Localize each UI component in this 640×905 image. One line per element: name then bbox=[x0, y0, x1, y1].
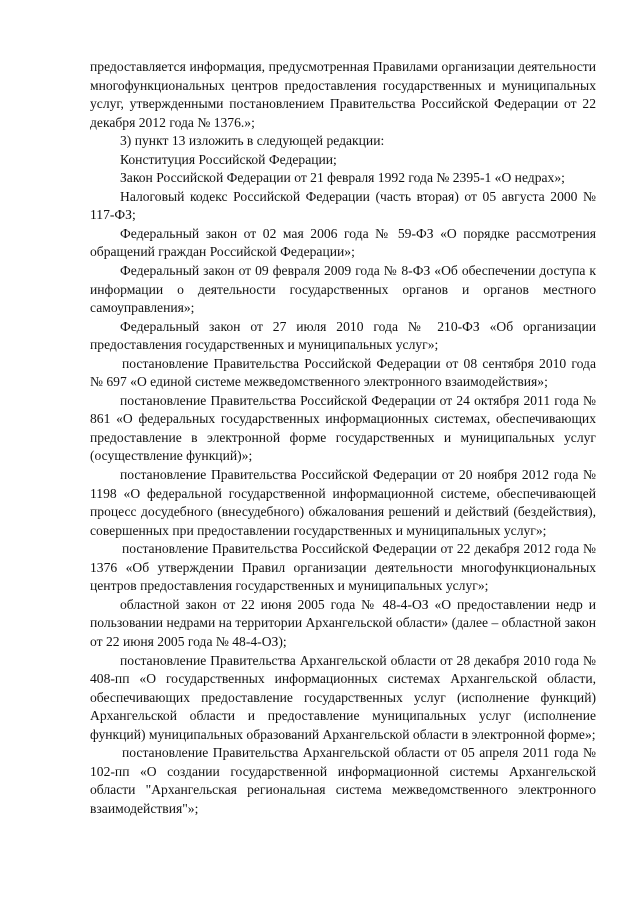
paragraph-fz-210: Федеральный закон от 27 июля 2010 года № 210-ФЗ «Об организации предоставления государственных и муниципальных услуг»; bbox=[90, 318, 596, 353]
paragraph-tax-code: Налоговый кодекс Российской Федерации (часть вторая) от 05 августа 2000 № 117-ФЗ; bbox=[90, 188, 596, 223]
paragraph-regional-resolution-102: постановление Правительства Архангельской области от 05 апреля 2011 года № 102-пп «О создании государственной информационной системы Архангельской области "Архангельская региональная система межведомственного электронного взаимодействия"»; bbox=[90, 745, 596, 816]
paragraph-fz-59: Федеральный закон от 02 мая 2006 года № 59-ФЗ «О порядке рассмотрения обращений граждан Российской Федерации»; bbox=[90, 225, 596, 260]
paragraph-fz-8: Федеральный закон от 09 февраля 2009 года № 8-ФЗ «Об обеспечении доступа к информации о деятельности государственных органов и органов местного самоуправления»; bbox=[90, 263, 596, 316]
paragraph-continuation: предоставляется информация, предусмотренная Правилами организации деятельности многофункциональных центров предоставления государственных и муниципальных услуг, утвержденными постановлением Правительства Российской Федерации от 22 декабря 2012 года № 1376.»; bbox=[90, 59, 596, 130]
paragraph-regional-law-48: областной закон от 22 июня 2005 года № 48-4-ОЗ «О предоставлении недр и пользовании недрами на территории Архангельской области» (далее – областной закон от 22 июня 2005 года № 48-4-ОЗ); bbox=[90, 596, 596, 649]
paragraph-resolution-1376: постановление Правительства Российской Федерации от 22 декабря 2012 года № 1376 «Об утверждении Правил организации деятельности многофункциональных центров предоставления государственных и муниципальных услуг»; bbox=[90, 541, 596, 594]
paragraph-law-nedra: Закон Российской Федерации от 21 февраля 1992 года № 2395-1 «О недрах»; bbox=[120, 170, 565, 186]
paragraph-resolution-1198: постановление Правительства Российской Федерации от 20 ноября 2012 года № 1198 «О федеральной государственной информационной системе, обеспечивающей процесс досудебного (внесудебного) обжалования решений и действий (бездействия), совершенных при предоставлении государственных и муниципальных услуг»; bbox=[90, 467, 596, 538]
paragraph-resolution-861: постановление Правительства Российской Федерации от 24 октября 2011 года № 861 «О федеральных государственных информационных системах, обеспечивающих предоставление в электронной форме государственных и муниципальных услуг (осуществление функций)»; bbox=[90, 392, 596, 464]
paragraph-item-3: 3) пункт 13 изложить в следующей редакции: bbox=[120, 133, 385, 149]
paragraph-constitution: Конституция Российской Федерации; bbox=[120, 151, 337, 167]
paragraph-resolution-697: постановление Правительства Российской Федерации от 08 сентября 2010 года № 697 «О единой системе межведомственного электронного взаимодействия»; bbox=[90, 355, 596, 390]
paragraph-regional-resolution-408: постановление Правительства Архангельской области от 28 декабря 2010 года № 408-пп «О государственных информационных системах Архангельской области, обеспечивающих предоставление государственных услуг (исполнение функций) Архангельской области и предоставление муниципальных услуг (исполнение функций) муниципальных образований Архангельской области в электронной форме»; bbox=[90, 652, 596, 742]
